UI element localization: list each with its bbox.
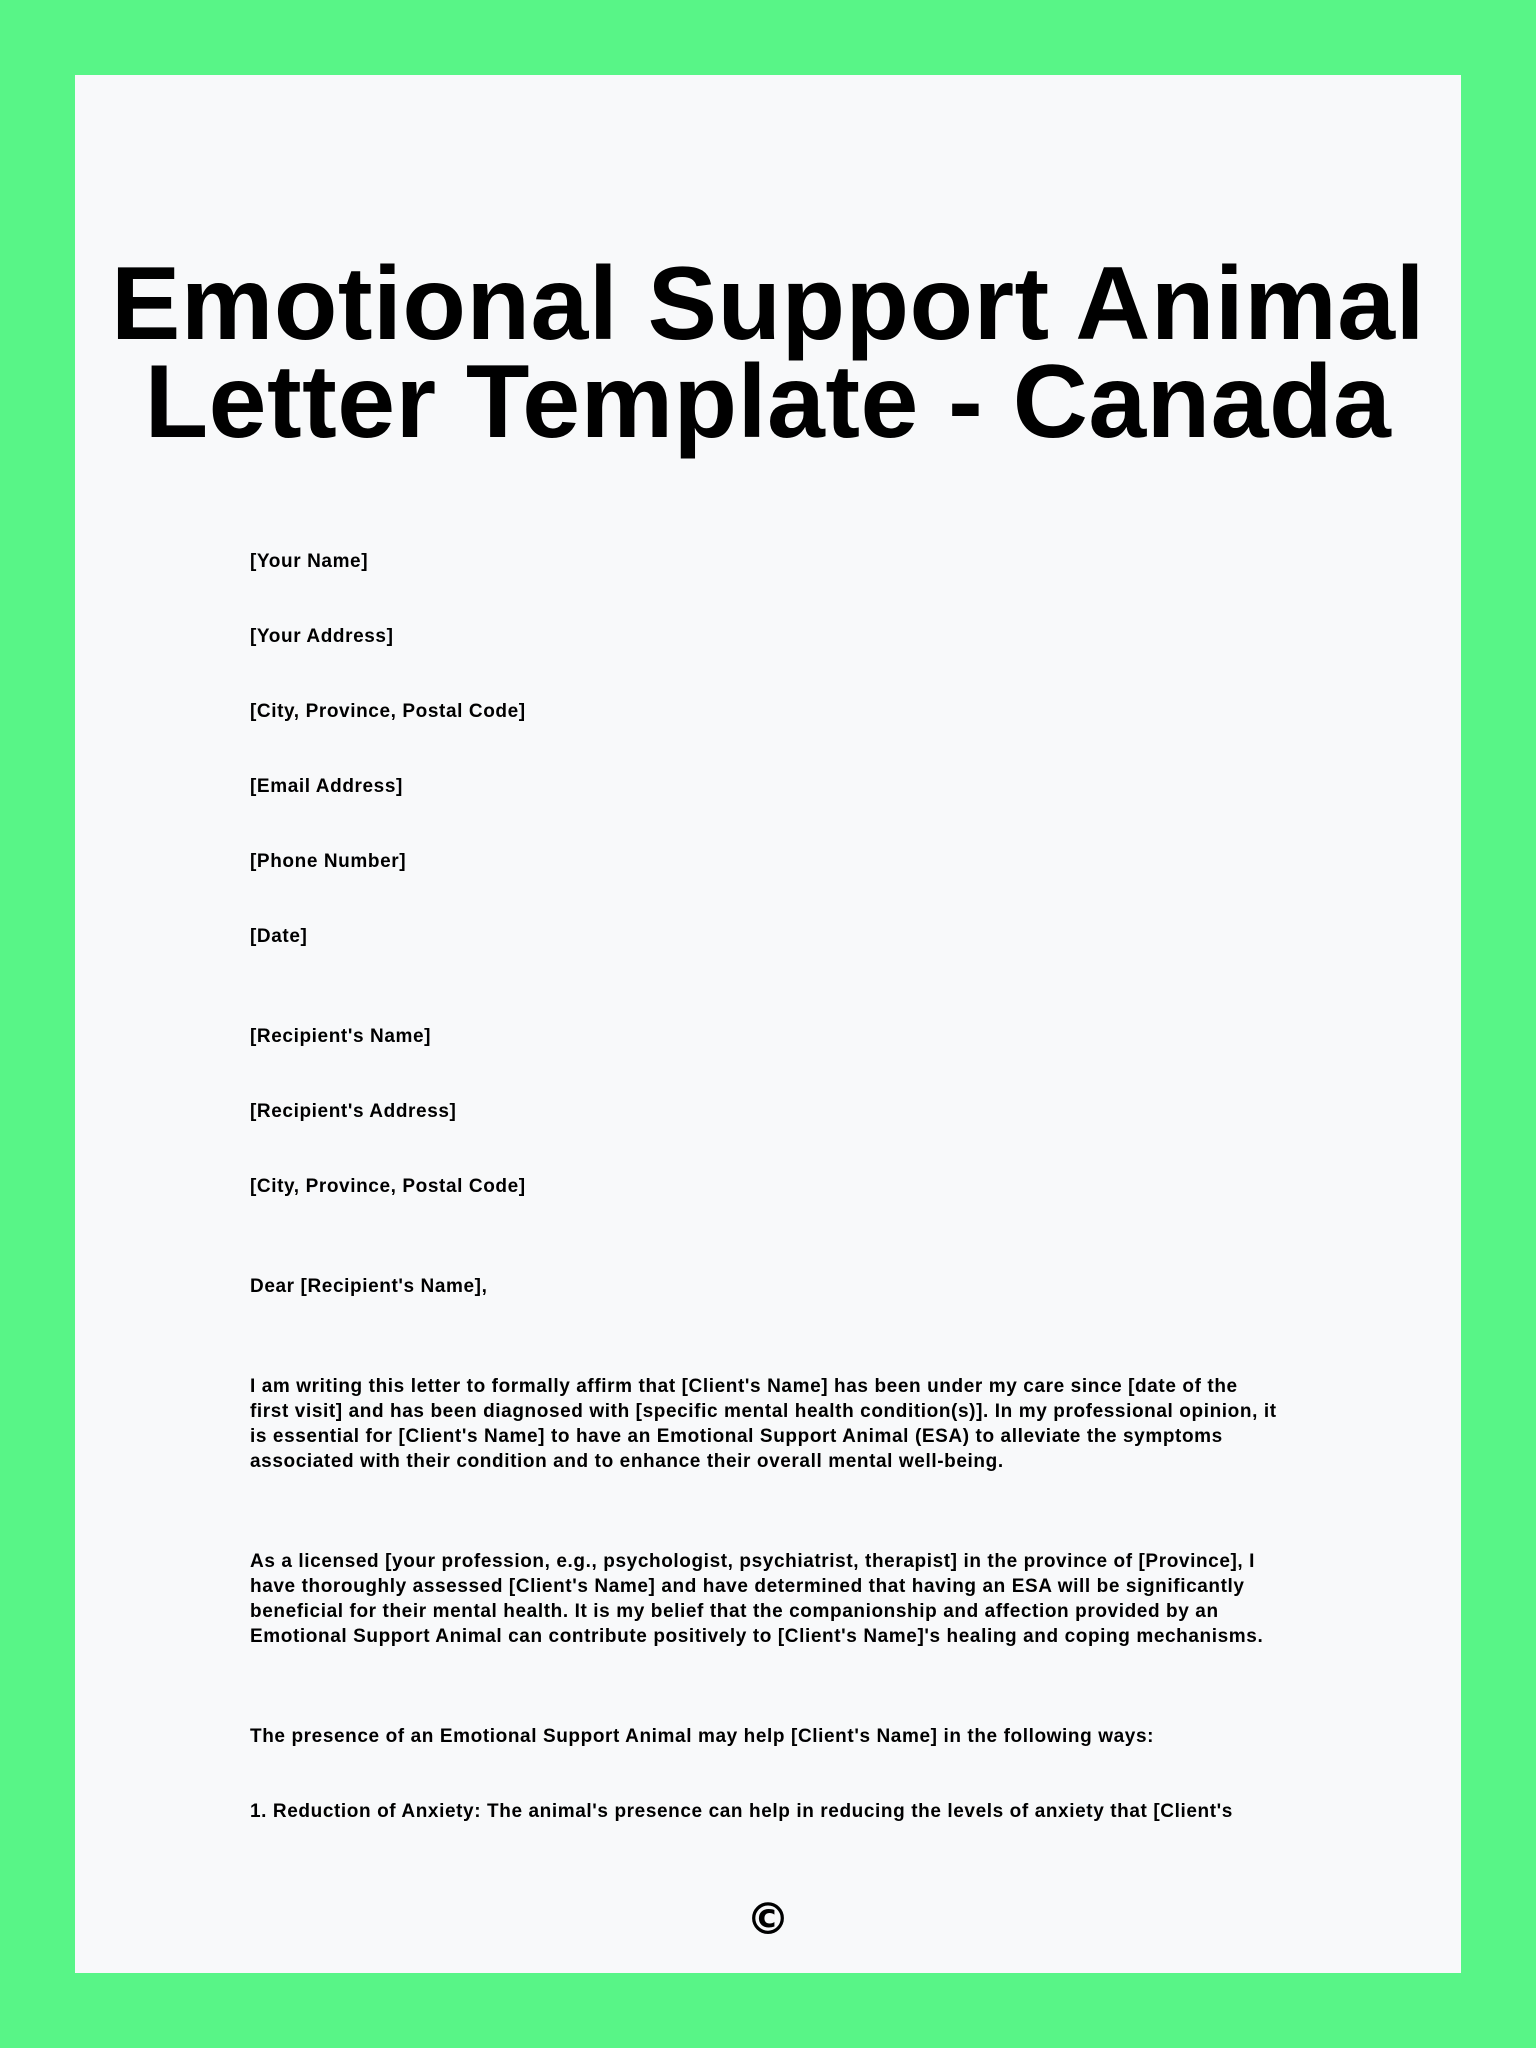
letter-date: [Date] bbox=[250, 926, 308, 947]
recipient-name: [Recipient's Name] bbox=[250, 1026, 432, 1047]
sender-name: [Your Name] bbox=[250, 551, 369, 572]
paragraph-2: As a licensed [your profession, e.g., psychologist, psychiatrist, therapist] in the province of [Province], I have thoroughly assessed [Client's Name] and have determined that having an ESA will be significantly beneficial for their mental health. It is my belief that the companionship and affection provided by an Emotional Support Animal can contribute positively to [Client's Name]'s healing and coping mechanisms. bbox=[250, 1551, 1264, 1647]
document-page bbox=[75, 75, 1461, 1973]
sender-city: [City, Province, Postal Code] bbox=[250, 701, 526, 722]
list-item-1: 1. Reduction of Anxiety: The animal's presence can help in reducing the levels of anxiety that [Client's bbox=[250, 1801, 1233, 1822]
paragraph-3: The presence of an Emotional Support Animal may help [Client's Name] in the following ways: bbox=[250, 1726, 1155, 1747]
paragraph-1: I am writing this letter to formally affirm that [Client's Name] has been under my care since [date of the first visit] and has been diagnosed with [specific mental health condition(s)]. In my professional opinion, it is essential for [Client's Name] to have an Emotional Support Animal (ESA) to alleviate the symptoms associated with their condition and to enhance their overall mental well-being. bbox=[250, 1376, 1277, 1472]
sender-phone: [Phone Number] bbox=[250, 851, 407, 872]
sender-email: [Email Address] bbox=[250, 776, 403, 797]
salutation: Dear [Recipient's Name], bbox=[250, 1276, 488, 1297]
copyright-icon: © bbox=[746, 1894, 790, 1945]
title-line-2: Letter Template - Canada bbox=[144, 344, 1392, 460]
title-line-1: Emotional Support Animal bbox=[111, 246, 1425, 362]
sender-address: [Your Address] bbox=[250, 626, 394, 647]
recipient-address: [Recipient's Address] bbox=[250, 1101, 457, 1122]
recipient-city: [City, Province, Postal Code] bbox=[250, 1176, 526, 1197]
document-title bbox=[75, 246, 1461, 460]
